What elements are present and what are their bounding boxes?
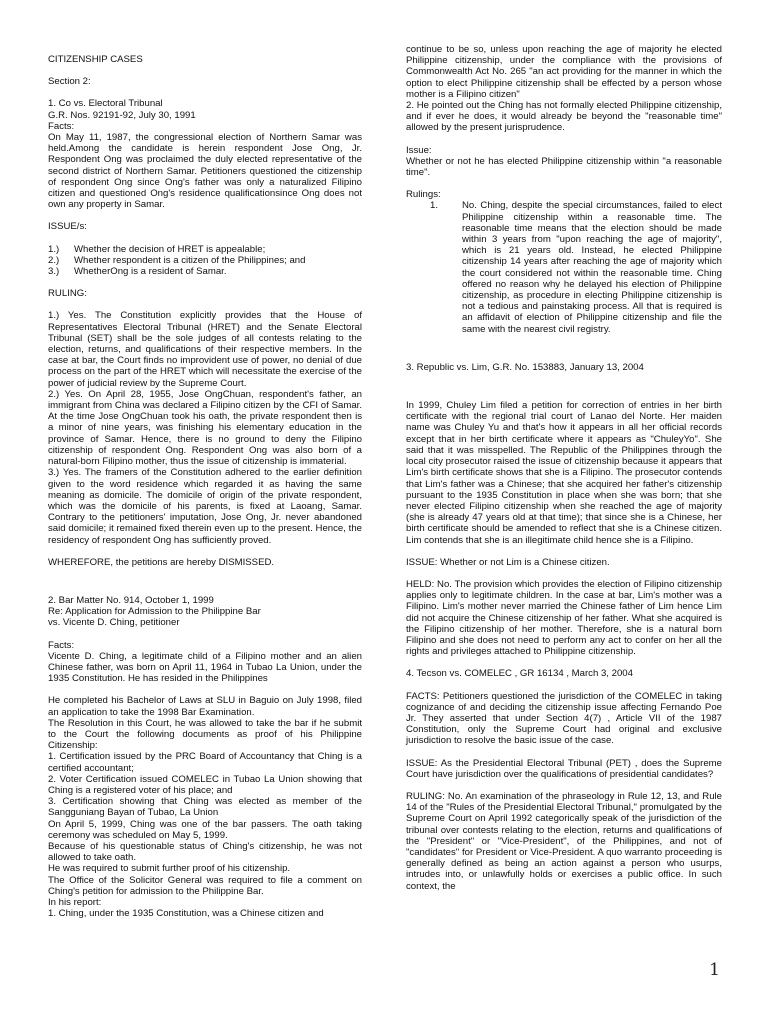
issue-text: Whether respondent is a citizen of the Philippines; and bbox=[74, 254, 306, 266]
case2-line: The Office of the Solicitor General was required to file a comment on Ching's petition for admission to the Philippine Bar. bbox=[48, 874, 362, 897]
case2-continuation: continue to be so, unless upon reaching the age of majority he elected Philippine citizenship, under the compliance with the provisions of Commonwealth Act No. 265 "an act providing for the manner in which the option to elect Philippine citizenship shall be effected by a person whose mother is a Filipino citizen" bbox=[406, 44, 722, 100]
case1-wherefore: WHEREFORE, the petitions are hereby DISMISSED. bbox=[48, 556, 275, 568]
case2-facts-label: Facts: bbox=[48, 639, 75, 651]
page-number: 1 bbox=[709, 960, 720, 980]
case2-line: 1. Certification issued by the PRC Board of Accountancy that Ching is a certified accountant; bbox=[48, 751, 362, 774]
case1-ruling-2: 2.) Yes. On April 28, 1955, Jose OngChuan, respondent's father, an immigrant from China was declared a Filipino citizen by the CFI of Samar. At the time Jose OngChuan took his oath, the private respondent then is a minor of nine years, was finishing his elementary education in the province of Samar. Hence, there is no ground to deny the Filipino citizenship of respondent Ong. Respondent Ong was also born of a natural-born Filipino mother, thus the issue of citizenship is immaterial. bbox=[48, 388, 362, 468]
case2-line: 2. Voter Certification issued COMELEC in Tubao La Union showing that Ching is a registered voter of his place; and bbox=[48, 773, 362, 796]
case2-line: Because of his questionable status of Ching's citizenship, he was not allowed to take oath. bbox=[48, 840, 362, 864]
case1-issues-label: ISSUE/s: bbox=[48, 221, 87, 233]
list-item bbox=[48, 254, 362, 266]
case1-facts: On May 11, 1987, the congressional election of Northern Samar was held.Among the candidate is herein respondent Jose Ong, Jr. Respondent Ong was proclaimed the duly elected representative of the second district of Northern Samar. Petitioners questioned the citizenship of respondent Ong since Ong's father was only a naturalized Filipino citizen and questioned Ong's residence qualificationsince Ong does not own any property in Samar. bbox=[48, 132, 362, 211]
case2-rulings-label: Rulings: bbox=[406, 189, 441, 201]
case2-line: The Resolution in this Court, he was allowed to take the bar if he submit to the Court the following documents as proof of his Philippine Citizenship: bbox=[48, 717, 362, 752]
case2-facts: Vicente D. Ching, a legitimate child of a Filipino mother and an alien Chinese father, was born on April 11, 1964 in Tubao La Union, under the 1935 Constitution. He has resided in the Philippines bbox=[48, 650, 362, 685]
case4-facts: FACTS: Petitioners questioned the jurisdiction of the COMELEC in taking cognizance of and deciding the citizenship issue affecting Fernando Poe Jr. They asserted that under Section 4(7) , Article VII of the 1987 Constitution, only the Supreme Court had original and exclusive jurisdiction to resolve the basic issue of the case. bbox=[406, 690, 722, 747]
case2-heading-3: vs. Vicente D. Ching, petitioner bbox=[48, 617, 180, 629]
document-title: CITIZENSHIP CASES bbox=[48, 54, 143, 65]
case2-line: 3. Certification showing that Ching was elected as member of the Sangguniang Bayan of Tubao, La Union bbox=[48, 796, 362, 819]
case2-heading-1: 2. Bar Matter No. 914, October 1, 1999 bbox=[48, 594, 214, 606]
case4-ruling: RULING: No. An examination of the phraseology in Rule 12, 13, and Rule 14 of the "Rules of the Presidential Electoral Tribunal," promulgated by the Supreme Court on April 1992 categorically speak of the jurisdiction of the tribunal over contests relating to the election, returns and qualifications of the "President" or "Vice-President", of the Philippines, and not of "candidates" for President or Vice-President. A quo warranto proceeding is generally defined as being an action against a person who usurps, intrudes into, or unlawfully holds or exercises a public office. In such context, the bbox=[406, 790, 722, 892]
issue-number: 2.) bbox=[48, 254, 60, 266]
case2-line: He was required to submit further proof of his citizenship. bbox=[48, 863, 291, 875]
case1-ruling-3: 3.) Yes. The framers of the Constitution adhered to the earlier definition given to the word residence which regarded it as having the same meaning as domicile. The domicile of origin of the private respondent, which was the domicile of his parents, is fixed at Laoang, Samar. Contrary to the petitioners' imputation, Jose Ong, Jr. never abandoned said domicile; it remained fixed therein even up to the present. Hence, the residency of respondent Ong has sufficiently proved. bbox=[48, 467, 362, 546]
right-column bbox=[406, 44, 722, 892]
case2-point-2: 2. He pointed out the Ching has not formally elected Philippine citizenship, and if ever he does, it would already be beyond the "reasonable time" allowed by the present jurisprudence. bbox=[406, 100, 722, 134]
case3-held: HELD: No. The provision which provides the election of Filipino citizenship applies only to legitimate children. In the case at bar, Lim's mother was a Filipino. Lim's mother never married the Chinese father of Lim hence Lim did not acquire the Chinese citizenship of her father. What she acquired is the Filipino citizenship of her mother. Therefore, she is a natural born Filipino and she does not need to perform any act to confer on her all the rights and privileges attached to Philippine citizenship. bbox=[406, 578, 722, 658]
case4-issue: ISSUE: As the Presidential Electoral Tribunal (PET) , does the Supreme Court have jurisdiction over the qualifications of presidential candidates? bbox=[406, 757, 722, 780]
case4-heading: 4. Tecson vs. COMELEC , GR 16134 , March 3, 2004 bbox=[406, 668, 633, 680]
case1-ruling-label: RULING: bbox=[48, 288, 87, 300]
case2-line: He completed his Bachelor of Laws at SLU in Baguio on July 1998, filed an application to take the 1998 Bar Examination. bbox=[48, 695, 362, 718]
list-item bbox=[48, 243, 362, 255]
issue-number: 3.) bbox=[48, 266, 60, 278]
ruling-number: 1. bbox=[430, 200, 439, 212]
list-item bbox=[48, 266, 362, 278]
case1-ruling-1: 1.) Yes. The Constitution explicitly provides that the House of Representatives Electoral Tribunal (HRET) and the Senate Electoral Tribunal (SET) shall be the sole judges of all contests relating to the election, returns, and qualifications of their respective members. In the case at bar, the Court finds no improvident use of power, no denial of due process on the part of the HRET which will necessitate the exercise of the power of judicial review by the Supreme Court. bbox=[48, 310, 362, 389]
issue-text: Whether the decision of HRET is appealable; bbox=[74, 243, 266, 255]
section-label: Section 2: bbox=[48, 76, 91, 88]
case2-heading-2: Re: Application for Admission to the Philippine Bar bbox=[48, 606, 261, 618]
case2-line: On April 5, 1999, Ching was one of the bar passers. The oath taking ceremony was scheduled on May 5, 1999. bbox=[48, 818, 362, 841]
case2-line: 1. Ching, under the 1935 Constitution, was a Chinese citizen and bbox=[48, 908, 324, 920]
issue-text: WhetherOng is a resident of Samar. bbox=[74, 266, 227, 278]
case2-line: In his report: bbox=[48, 897, 102, 908]
case1-gr: G.R. Nos. 92191-92, July 30, 1991 bbox=[48, 109, 196, 121]
case2-ruling bbox=[430, 200, 722, 335]
left-column bbox=[48, 54, 362, 919]
case1-issues-list bbox=[48, 244, 362, 278]
case1-heading: 1. Co vs. Electoral Tribunal bbox=[48, 98, 163, 110]
ruling-text: No. Ching, despite the special circumstances, failed to elect Philippine citizenship within a reasonable time. The reasonable time means that the election should be made within 3 years from "upon reaching the age of majority", which is 21 years old. Instead, he elected Philippine citizenship 14 years after reaching the age of majority which the court considered not within the reasonable time. Ching offered no reason why he delayed his election of Philippine citizenship, as procedure in electing Philippine citizenship is not a tedious and painstaking process. All that is required is an affidavit of election of Philippine citizenship and file the same with the nearest civil registry. bbox=[462, 200, 722, 335]
case3-facts: In 1999, Chuley Lim filed a petition for correction of entries in her birth certificate with the regional trial court of Lanao del Norte. Her maiden name was Chuley Yu and that's how it appears in all her official records except that in her birth certificate where it appears as "ChuleyYo". She said that it was misspelled. The Republic of the Philippines through the local city prosecutor raised the issue of citizenship because it appears that Lim's birth certificate shows that she is a Filipino. The prosecutor contends that Lim's father was a Chinese; that she acquired her father's citizenship pursuant to the 1935 Constitution in place when she was born; that she never elected Filipino citizenship when she reached the age of majority (she is already 47 years old at that time); that since she is a Chinese, her birth certificate should be amended to reflect that she is a Chinese citizen. Lim contends that she is an illegitimate child hence she is a Filipino. bbox=[406, 400, 722, 546]
case2-issue-label: Issue: bbox=[406, 144, 432, 156]
case3-heading: 3. Republic vs. Lim, G.R. No. 153883, January 13, 2004 bbox=[406, 361, 644, 373]
case3-issue: ISSUE: Whether or not Lim is a Chinese citizen. bbox=[406, 556, 610, 568]
case2-issue: Whether or not he has elected Philippine citizenship within "a reasonable time". bbox=[406, 155, 722, 179]
case1-facts-label: Facts: bbox=[48, 120, 75, 132]
issue-number: 1.) bbox=[48, 243, 60, 255]
